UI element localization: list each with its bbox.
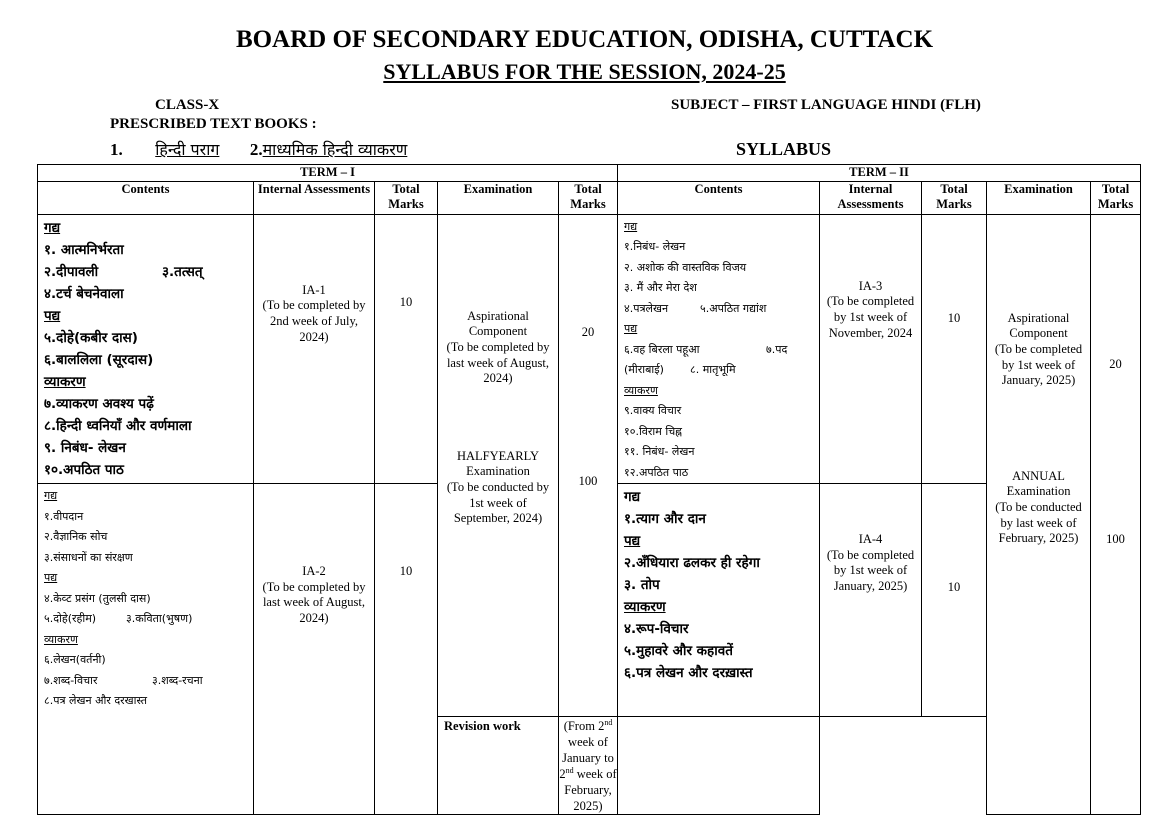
book1-title: हिन्दी पराग bbox=[155, 140, 220, 159]
ia2-marks: 10 bbox=[375, 484, 438, 815]
col-internal: Internal Assessments bbox=[254, 181, 375, 214]
term2-exam-marks bbox=[1091, 214, 1141, 815]
aspirational2-title: Aspirational Component bbox=[1007, 310, 1070, 341]
halfyearly-title: HALFYEARLY Examination bbox=[456, 448, 540, 479]
ia1-marks: 10 bbox=[375, 214, 438, 484]
revision-period: (From 2nd week of January to 2nd week of February, 2025) bbox=[559, 717, 618, 815]
ia2-title: IA-2 bbox=[302, 564, 326, 579]
col-total-t2: Total Marks bbox=[922, 181, 987, 214]
aspirational1-marks: 20 bbox=[581, 324, 595, 339]
aspirational1-desc: (To be completed by last week of August, 2024) bbox=[446, 339, 550, 386]
ia2-desc: (To be completed by last week of August, 2024) bbox=[262, 579, 366, 625]
ia4-cell bbox=[820, 484, 922, 717]
annual-title: ANNUAL Examination bbox=[1006, 468, 1071, 499]
term1-exam-cell bbox=[438, 214, 559, 717]
col-total2: Total Marks bbox=[559, 181, 618, 214]
halfyearly-marks: 100 bbox=[578, 474, 598, 489]
revision-label: Revision work bbox=[438, 717, 559, 815]
ia2-cell bbox=[254, 484, 375, 815]
term1-header: TERM – I bbox=[38, 165, 618, 182]
col-total2-t2: Total Marks bbox=[1091, 181, 1141, 214]
aspirational2-desc: (To be completed by 1st week of January, 2025) bbox=[994, 341, 1083, 388]
col-contents: Contents bbox=[38, 181, 254, 214]
term2-header: TERM – II bbox=[618, 165, 1141, 182]
ia3-desc: (To be completed by 1st week of November, 2024 bbox=[826, 294, 915, 340]
col-exam-t2: Examination bbox=[987, 181, 1091, 214]
ia3-cell bbox=[820, 214, 922, 484]
syllabus-table bbox=[37, 164, 1141, 815]
halfyearly-desc: (To be conducted by 1st week of September, 2024) bbox=[446, 480, 550, 526]
revision-marks-empty bbox=[618, 717, 820, 815]
class-label: CLASS-X bbox=[155, 97, 220, 113]
aspirational2-marks: 20 bbox=[1109, 356, 1122, 371]
annual-desc: (To be conducted by last week of February, 2025) bbox=[995, 500, 1082, 546]
col-total: Total Marks bbox=[375, 181, 438, 214]
ia1-title: IA-1 bbox=[302, 282, 326, 297]
term2-contents-b: गद्य १.त्याग और दान पद्य २.अँधियारा ढलकर ही रहेगा ३. तोप व्याकरण ४.रूप-विचार ५.मुहावरे और कहावतें ६.पत्र लेखन और दरख़ास्त bbox=[618, 484, 820, 717]
session-title: SYLLABUS FOR THE SESSION, 2024-25 bbox=[383, 59, 786, 84]
ia4-title: IA-4 bbox=[858, 532, 883, 547]
col-internal-t2: Internal Assessments bbox=[820, 181, 922, 214]
book2-number: 2. bbox=[249, 140, 263, 159]
col-exam: Examination bbox=[438, 181, 559, 214]
term1-contents-a: गद्य १. आत्मनिर्भरता २.दीपावली ३.तत्सत् ४.टर्च बेचनेवाला पद्य ५.दोहे(कबीर दास) ६.बाललिला (सूरदास) व्याकरण ७.व्याकरण अवश्य पढ़ें ८.हिन्दी ध्वनियाँ और वर्णमाला ९. निबंध- लेखन १०.अपठित पाठ bbox=[38, 214, 254, 484]
col-contents-t2: Contents bbox=[618, 181, 820, 214]
annual-marks: 100 bbox=[1106, 532, 1125, 547]
syllabus-heading: SYLLABUS bbox=[736, 139, 832, 159]
term1-contents-b: गद्य १.वीपदान २.वैज्ञानिक सोच ३.संसाधनों का संरक्षण पद्य ४.केव्ट प्रसंग (तुलसी दास) ५.दोहे(रहीम) ३.कविता(भुषण) व्याकरण ६.लेखन(वर्तनी) ७.शब्द-विचार ३.शब्द-रचना ८.पत्र लेखन और दरखास्त bbox=[38, 484, 254, 815]
aspirational1-title: Aspirational Component bbox=[467, 308, 529, 339]
board-title: BOARD OF SECONDARY EDUCATION, ODISHA, CUTTACK bbox=[235, 26, 934, 53]
book2-title: माध्यमिक हिन्दी व्याकरण bbox=[262, 140, 408, 159]
term1-exam-marks bbox=[559, 214, 618, 717]
book-list bbox=[110, 138, 407, 160]
subject-label: SUBJECT – FIRST LANGUAGE HINDI (FLH) bbox=[671, 97, 981, 113]
ia3-title: IA-3 bbox=[858, 278, 883, 293]
ia4-marks: 10 bbox=[922, 484, 987, 717]
prescribed-books-label: PRESCRIBED TEXT BOOKS : bbox=[110, 116, 317, 132]
term2-exam-cell bbox=[987, 214, 1091, 815]
ia1-cell bbox=[254, 214, 375, 484]
ia1-desc: (To be completed by 2nd week of July, 2024) bbox=[262, 298, 366, 344]
ia3-marks: 10 bbox=[922, 214, 987, 484]
ia4-desc: (To be completed by 1st week of January, 2025) bbox=[826, 547, 915, 593]
term2-contents-a: गद्य १.निबंध- लेखन २. अशोक की वास्तविक विजय ३. मैं और मेरा देश ४.पत्रलेखन ५.अपठित गद्यांश पद्य ६.वह बिरला पहूआ ७.पद (मीराबाई) ८. मातृभूमि व्याकरण ९.वाक्य विचार १०.विराम चिह्न ११. निबंध- लेखन १२.अपठित पाठ bbox=[618, 214, 820, 484]
book1-number: 1. bbox=[110, 140, 123, 159]
